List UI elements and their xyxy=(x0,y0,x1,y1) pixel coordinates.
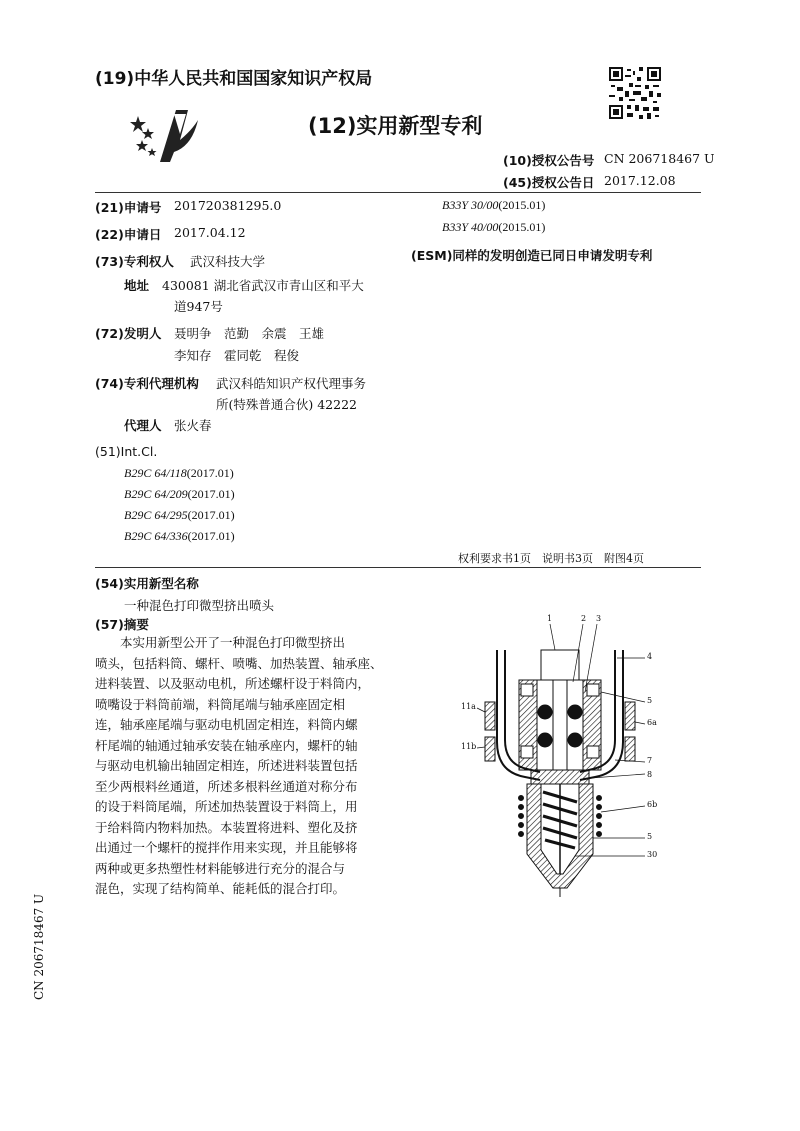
abstract-body xyxy=(95,633,395,900)
document-type: (12)实用新型专利 xyxy=(308,114,483,138)
address-label: 地址 xyxy=(124,278,150,293)
abstract-line: 两种或更多热塑性材料能够进行充分的混合与 xyxy=(95,860,346,876)
abstract-line: 喷嘴设于料筒前端，料筒尾端与轴承座固定相 xyxy=(95,696,346,712)
intcl-label: (51)Int.Cl. xyxy=(95,444,158,459)
address-line-1: 430081 湖北省武汉市青山区和平大 xyxy=(162,278,364,293)
abstract-line: 连，轴承座尾端与驱动电机固定相连，料筒内螺 xyxy=(95,717,358,732)
agent-label: 代理人 xyxy=(124,418,162,433)
abstract-line: 混色，实现了结构简单、能耗低的混合打印。 xyxy=(95,881,346,896)
agency-label: (74)专利代理机构 xyxy=(95,376,199,391)
office-name: (19)中华人民共和国国家知识产权局 xyxy=(95,69,373,89)
figure-label: 6a xyxy=(647,718,657,727)
application-number: 201720381295.0 xyxy=(174,198,282,213)
utility-model-title-label: (54)实用新型名称 xyxy=(95,576,199,591)
page-counts: 权利要求书1页 说明书3页 附图4页 xyxy=(458,552,644,565)
biblio-divider xyxy=(95,567,701,568)
agent: 张火春 xyxy=(174,418,212,433)
agency-line-2: 所(特殊普通合伙) 42222 xyxy=(216,397,357,412)
figure-label: 11b xyxy=(461,742,477,751)
intcl-entry: B29C 64/336(2017.01) xyxy=(124,529,235,543)
publication-number-label: (10)授权公告号 xyxy=(503,153,595,168)
abstract-line: 本实用新型公开了一种混色打印微型挤出 xyxy=(120,635,346,650)
intcl-entry: B29C 64/209(2017.01) xyxy=(124,487,235,501)
abstract-line: 于给料筒内物料加热。本装置将进料、塑化及挤 xyxy=(95,819,358,835)
abstract-line: 进料装置、以及驱动电机，所述螺杆设于料筒内， xyxy=(95,676,371,691)
utility-model-title: 一种混色打印微型挤出喷头 xyxy=(124,598,275,613)
figure-label: 1 xyxy=(547,614,553,623)
application-date: 2017.04.12 xyxy=(174,225,246,240)
abstract-line: 与驱动电机输出轴固定相连，所述进料装置包括 xyxy=(95,758,358,773)
figure-label: 8 xyxy=(647,770,653,779)
application-number-label: (21)申请号 xyxy=(95,200,162,215)
publication-number: CN 206718467 U xyxy=(604,151,715,166)
ipc-right-entry: B33Y 30/00(2015.01) xyxy=(442,198,546,212)
ipc-right-entry: B33Y 40/00(2015.01) xyxy=(442,220,546,234)
patentee-label: (73)专利权人 xyxy=(95,254,174,269)
figure-label: 5 xyxy=(647,696,653,705)
publication-date: 2017.12.08 xyxy=(604,173,676,188)
inventors-line-2: 李知存 霍同乾 程俊 xyxy=(174,348,300,363)
figure-label: 3 xyxy=(596,614,602,623)
intcl-entry: B29C 64/295(2017.01) xyxy=(124,508,235,522)
inventors-line-1: 聂明争 范勤 余震 王雄 xyxy=(174,326,325,341)
nozzle-drawing xyxy=(455,612,670,902)
figure-label: 30 xyxy=(647,850,658,859)
address-line-2: 道947号 xyxy=(174,299,223,314)
patentee: 武汉科技大学 xyxy=(190,254,266,269)
qr-code-icon xyxy=(609,67,661,119)
header-divider xyxy=(95,192,701,193)
agency-line-1: 武汉科皓知识产权代理事务 xyxy=(216,376,367,391)
abstract-line: 喷头，包括料筒、螺杆、喷嘴、加热装置、轴承座、 xyxy=(95,655,383,671)
abstract-line: 的设于料筒尾端，所述加热装置设于料筒上，用 xyxy=(95,799,358,814)
figure-label: 2 xyxy=(581,614,587,623)
side-publication-number: CN 206718467 U xyxy=(32,893,46,1000)
abstract-line: 杆尾端的轴通过轴承安装在轴承座内，螺杆的轴 xyxy=(95,737,358,753)
abstract-line: 至少两根料丝通道，所述多根料丝通道对称分布 xyxy=(95,778,358,794)
inventors-label: (72)发明人 xyxy=(95,326,162,341)
abstract-line: 出通过一个螺杆的搅拌作用来实现，并且能够将 xyxy=(95,840,358,855)
abstract-label: (57)摘要 xyxy=(95,617,149,632)
figure-label: 5 xyxy=(647,832,653,841)
publication-date-label: (45)授权公告日 xyxy=(503,175,595,190)
figure-label: 4 xyxy=(647,652,653,661)
intcl-entry: B29C 64/118(2017.01) xyxy=(124,466,234,480)
figure-label: 11a xyxy=(461,702,476,711)
cnipa-logo xyxy=(130,100,200,170)
esm-note: (ESM)同样的发明创造已同日申请发明专利 xyxy=(411,248,653,263)
figure-label: 7 xyxy=(647,756,653,765)
application-date-label: (22)申请日 xyxy=(95,227,162,242)
figure-label: 6b xyxy=(647,800,658,809)
